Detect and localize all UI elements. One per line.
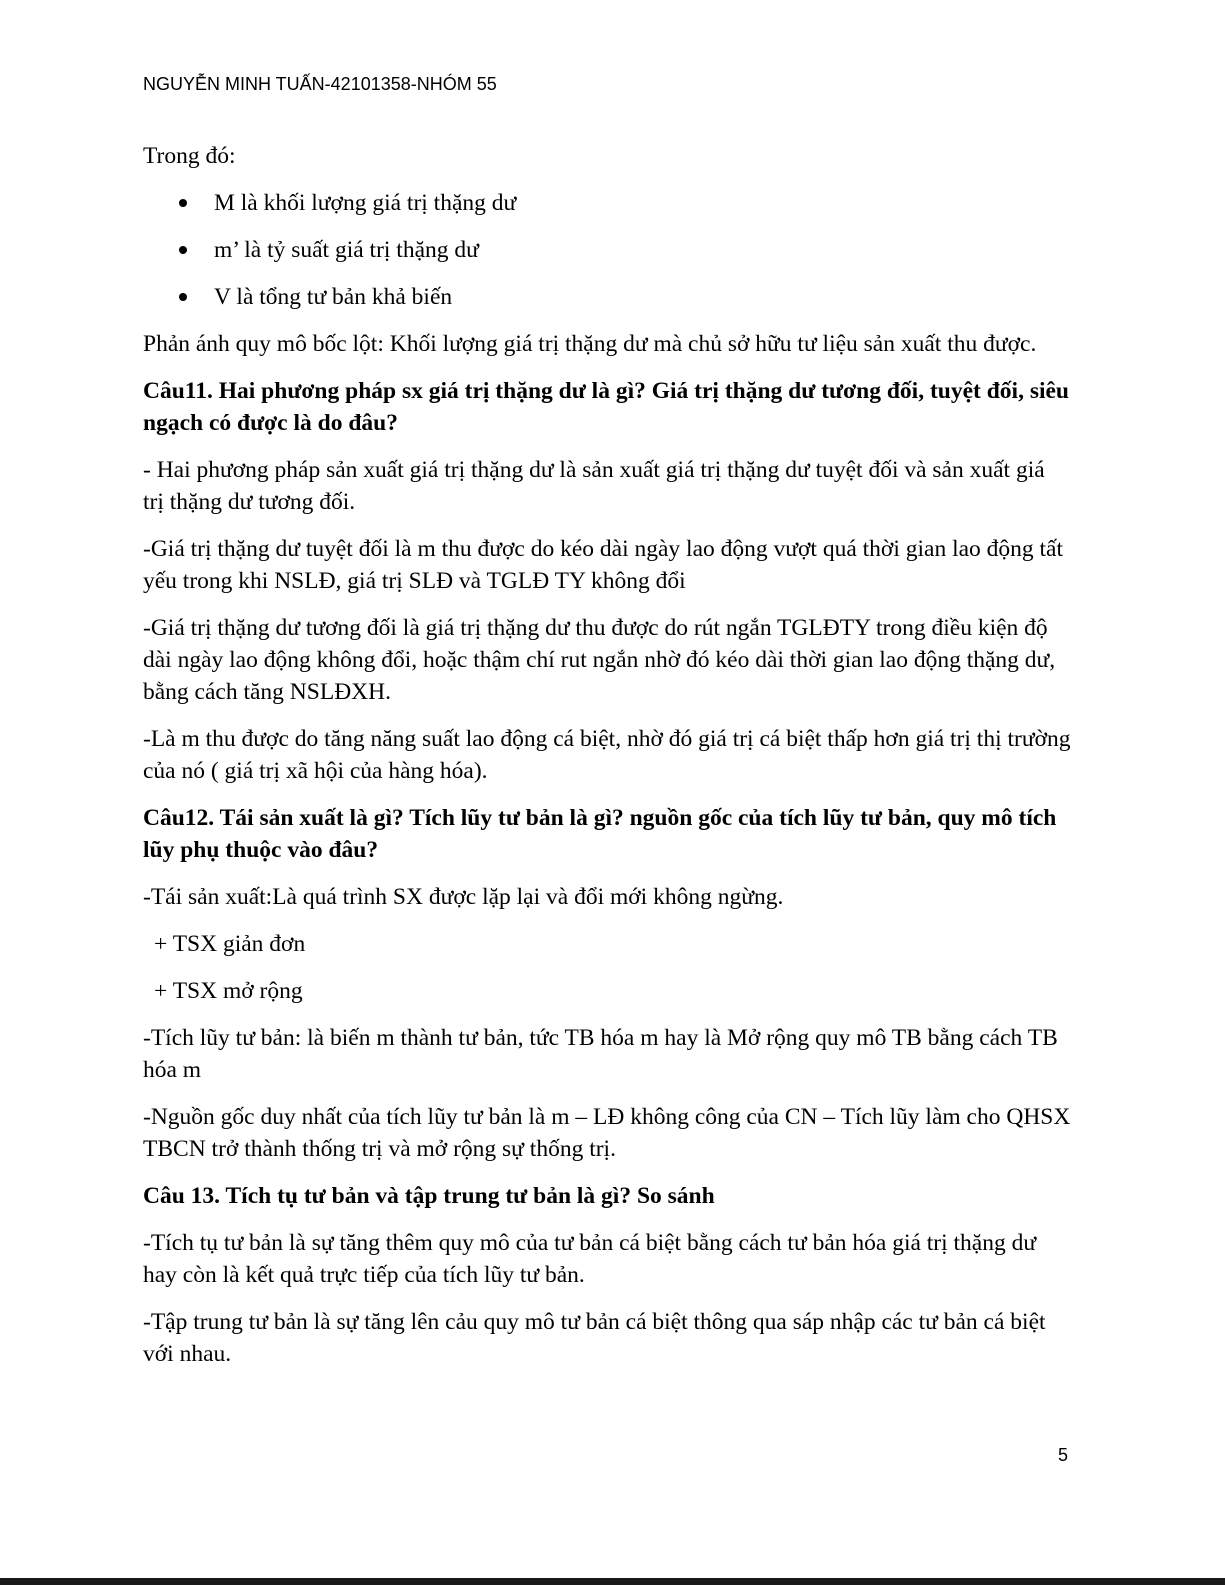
bullet-list <box>143 187 1071 313</box>
page-body <box>143 140 1071 1385</box>
question-11-heading: Câu11. Hai phương pháp sx giá trị thặng dư là gì? Giá trị thặng dư tương đối, tuyệt đối, siêu ngạch có được là do đâu? <box>143 378 1070 436</box>
list-item: m’ là tỷ suất giá trị thặng dư <box>143 234 1071 266</box>
list-item: M là khối lượng giá trị thặng dư <box>143 187 1071 219</box>
page-header: NGUYỄN MINH TUẤN-42101358-NHÓM 55 <box>143 74 497 94</box>
paragraph: -Giá trị thặng dư tương đối là giá trị thặng dư thu được do rút ngắn TGLĐTY trong điều kiện độ dài ngày lao động không đổi, hoặc thậm chí rut ngắn nhờ đó kéo dài thời gian lao động thặng dư, bằng cách tăng NSLĐXH. <box>143 615 1056 705</box>
paragraph-scale: Phản ánh quy mô bốc lột: Khối lượng giá trị thặng dư mà chủ sở hữu tư liệu sản xuất thu được. <box>143 331 1037 357</box>
paragraph: - Hai phương pháp sản xuất giá trị thặng dư là sản xuất giá trị thặng dư tuyệt đối và sản xuất giá trị thặng dư tương đối. <box>143 457 1045 515</box>
page-bottom-border <box>0 1578 1225 1585</box>
list-item: V là tổng tư bản khả biến <box>143 281 1071 313</box>
paragraph: -Tích tụ tư bản là sự tăng thêm quy mô của tư bản cá biệt bằng cách tư bản hóa giá trị thặng dư hay còn là kết quả trực tiếp của tích lũy tư bản. <box>143 1230 1037 1288</box>
paragraph: -Nguồn gốc duy nhất của tích lũy tư bản là m – LĐ không công của CN – Tích lũy làm cho QHSX TBCN trở thành thống trị và mở rộng sự thống trị. <box>143 1104 1071 1162</box>
paragraph: -Giá trị thặng dư tuyệt đối là m thu được do kéo dài ngày lao động vượt quá thời gian lao động tất yếu trong khi NSLĐ, giá trị SLĐ và TGLĐ TY không đổi <box>143 536 1064 594</box>
paragraph: -Tích lũy tư bản: là biến m thành tư bản, tức TB hóa m hay là Mở rộng quy mô TB bằng cách TB hóa m <box>143 1025 1058 1083</box>
page-number: 5 <box>1058 1445 1069 1465</box>
paragraph: -Tái sản xuất:Là quá trình SX được lặp lại và đổi mới không ngừng. <box>143 884 784 910</box>
question-12-heading: Câu12. Tái sản xuất là gì? Tích lũy tư bản là gì? nguồn gốc của tích lũy tư bản, quy mô tích lũy phụ thuộc vào đâu? <box>143 805 1057 863</box>
paragraph: -Tập trung tư bản là sự tăng lên cảu quy mô tư bản cá biệt thông qua sáp nhập các tư bản cá biệt với nhau. <box>143 1309 1046 1367</box>
paragraph-indented: + TSX mở rộng <box>154 978 303 1004</box>
paragraph: -Là m thu được do tăng năng suất lao động cá biệt, nhờ đó giá trị cá biệt thấp hơn giá trị thị trường của nó ( giá trị xã hội của hàng hóa). <box>143 726 1071 784</box>
paragraph-intro: Trong đó: <box>143 143 236 169</box>
paragraph-indented: + TSX giản đơn <box>154 931 306 957</box>
question-13-heading: Câu 13. Tích tụ tư bản và tập trung tư bản là gì? So sánh <box>143 1183 715 1209</box>
